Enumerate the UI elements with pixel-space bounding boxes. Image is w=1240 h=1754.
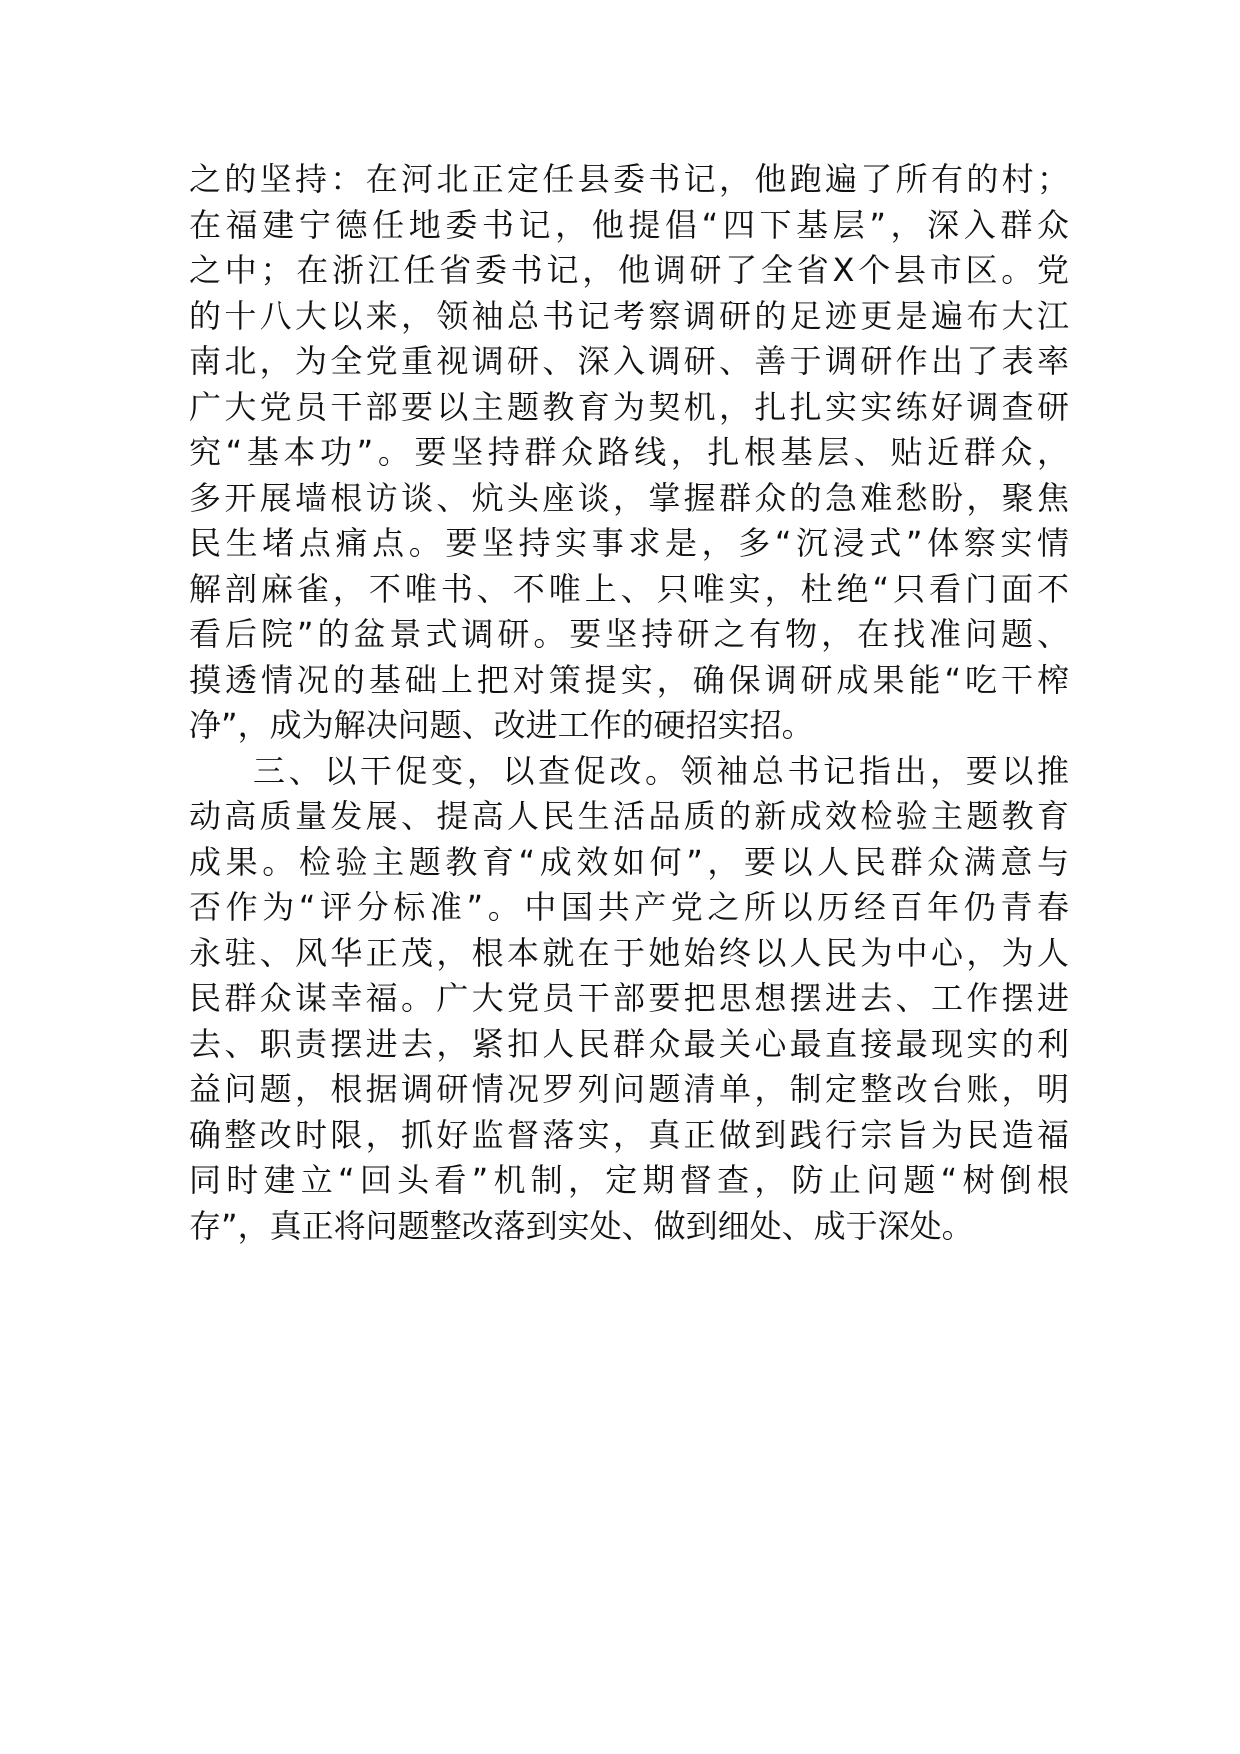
text-line: 同时建立“回头看”机制，定期督查，防止问题“树倒根 (189, 1161, 1069, 1199)
text-line: 广大党员干部要以主题教育为契机，扎扎实实练好调查研 (189, 387, 1069, 426)
text-line: 民生堵点痛点。要坚持实事求是，多“沉浸式”体察实情 (189, 524, 1069, 562)
text-line: 多开展墙根访谈、炕头座谈，掌握群众的急难愁盼，聚焦 (189, 478, 1069, 517)
text-line: 看后院”的盆景式调研。要坚持研之有物，在找准问题、 (189, 615, 1069, 653)
text-line: 南北，为全党重视调研、深入调研、善于调研作出了表率 (189, 342, 1069, 380)
text-line: 民群众谋幸福。广大党员干部要把思想摆进去、工作摆进 (189, 979, 1069, 1017)
text-line: 永驻、风华正茂，根本就在于她始终以人民为中心，为人 (189, 933, 1069, 972)
paragraph-end-line: 存”，真正将问题整改落到实处、做到细处、成于深处。 (189, 1206, 974, 1245)
text-line: 之中；在浙江任省委书记，他调研了全省X个县市区。党 (189, 251, 1069, 289)
text-line: 确整改时限，抓好监督落实，真正做到践行宗旨为民造福 (189, 1115, 1069, 1154)
text-line: 动高质量发展、提高人民生活品质的新成效检验主题教育 (189, 797, 1069, 835)
text-line: 究“基本功”。要坚持群众路线，扎根基层、贴近群众， (189, 433, 1069, 471)
body-text (189, 157, 1069, 1249)
text-line: 益问题，根据调研情况罗列问题清单，制定整改台账，明 (189, 1070, 1069, 1108)
text-line: 成果。检验主题教育“成效如何”，要以人民群众满意与 (189, 842, 1069, 881)
paragraph-end-line: 净”，成为解决问题、改进工作的硬招实招。 (189, 706, 814, 744)
text-line: 去、职责摆进去，紧扣人民群众最关心最直接最现实的利 (189, 1024, 1069, 1063)
text-line: 否作为“评分标准”。中国共产党之所以历经百年仍青春 (189, 888, 1069, 926)
text-line: 解剖麻雀，不唯书、不唯上、只唯实，杜绝“只看门面不 (189, 569, 1069, 608)
text-line: 的十八大以来，领袖总书记考察调研的足迹更是遍布大江 (189, 296, 1069, 335)
section-heading-line: 三、以干促变，以查促改。领袖总书记指出，要以推 (253, 751, 1069, 790)
text-line: 摸透情况的基础上把对策提实，确保调研成果能“吃干榨 (189, 660, 1069, 699)
text-line: 在福建宁德任地委书记，他提倡“四下基层”，深入群众 (189, 205, 1069, 244)
text-line: 之的坚持：在河北正定任县委书记，他跑遍了所有的村； (189, 160, 1069, 198)
